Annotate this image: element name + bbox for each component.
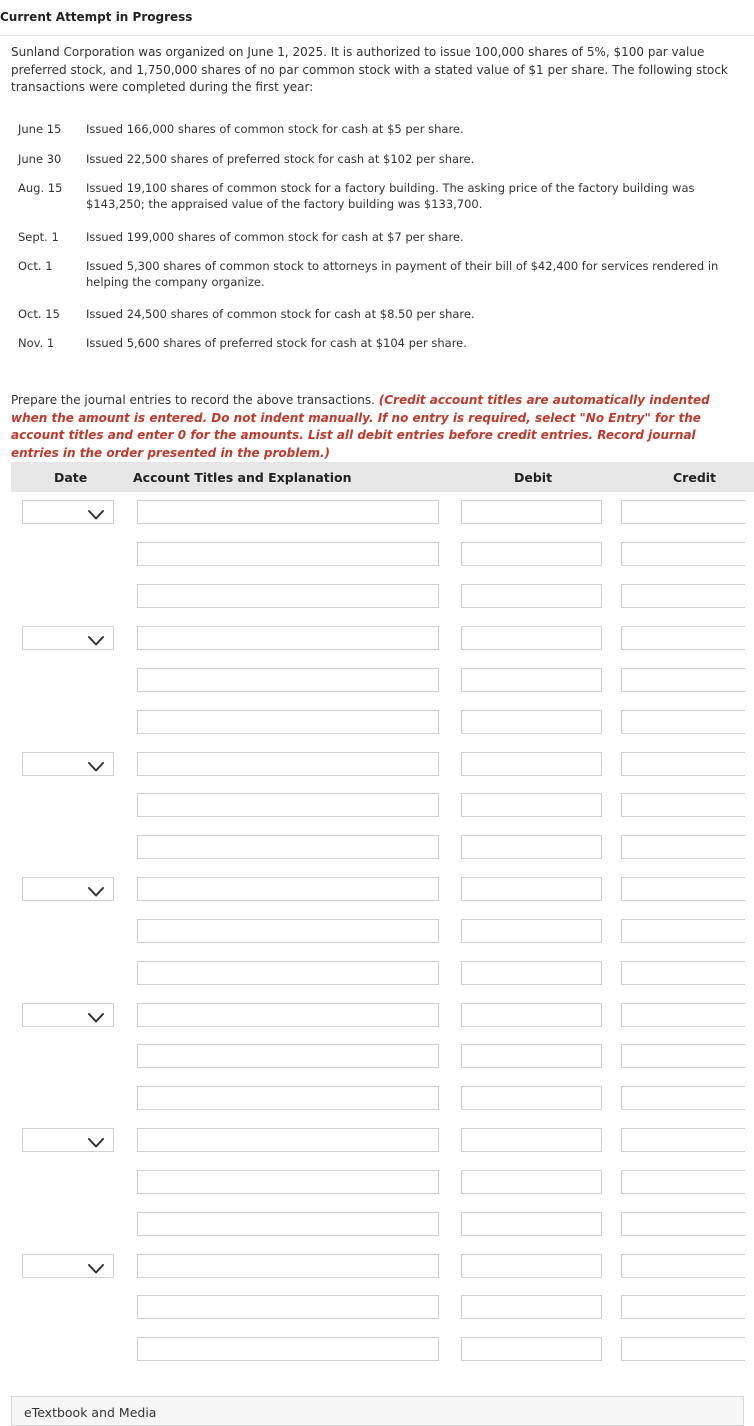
debit-input[interactable] bbox=[461, 500, 602, 524]
credit-input[interactable] bbox=[621, 961, 745, 985]
credit-input[interactable] bbox=[621, 877, 745, 901]
credit-input[interactable] bbox=[621, 1003, 745, 1027]
instructions-note: (Credit account titles are automatically indented when the amount is entered. Do not indent manually. If no entry is required, select "No Entry" for the account titles and enter 0 for the amounts. List all debit entries before credit entries. Record journal entries in the order presented in the problem.) bbox=[11, 393, 710, 460]
account-title-input[interactable] bbox=[137, 1044, 439, 1068]
credit-input[interactable] bbox=[621, 626, 745, 650]
transaction-date: Nov. 1 bbox=[18, 336, 55, 350]
transaction-date: June 30 bbox=[18, 152, 62, 166]
date-select[interactable] bbox=[22, 752, 114, 776]
date-select[interactable] bbox=[22, 500, 114, 524]
debit-input[interactable] bbox=[461, 1086, 602, 1110]
transaction-text: Issued 199,000 shares of common stock for cash at $7 per share. bbox=[86, 230, 464, 244]
date-select[interactable] bbox=[22, 1254, 114, 1278]
credit-input[interactable] bbox=[621, 1295, 745, 1319]
etextbook-media-section[interactable] bbox=[11, 1396, 744, 1426]
problem-intro: Sunland Corporation was organized on June 1, 2025. It is authorized to issue 100,000 shares of 5%, $100 par value preferred stock, and 1,750,000 shares of no par common stock with a stated value of $1 per share. The following stock transactions were completed during the first year: bbox=[11, 45, 728, 94]
chevron-down-icon bbox=[87, 1009, 105, 1021]
attempt-status: Current Attempt in Progress bbox=[0, 10, 193, 24]
debit-input[interactable] bbox=[461, 710, 602, 734]
account-title-input[interactable] bbox=[137, 1212, 439, 1236]
debit-input[interactable] bbox=[461, 584, 602, 608]
debit-input[interactable] bbox=[461, 919, 602, 943]
account-title-input[interactable] bbox=[137, 626, 439, 650]
account-title-input[interactable] bbox=[137, 919, 439, 943]
account-title-input[interactable] bbox=[137, 877, 439, 901]
header-date: Date bbox=[54, 470, 88, 485]
credit-input[interactable] bbox=[621, 710, 745, 734]
etextbook-label: eTextbook and Media bbox=[24, 1405, 157, 1420]
account-title-input[interactable] bbox=[137, 961, 439, 985]
debit-input[interactable] bbox=[461, 961, 602, 985]
credit-input[interactable] bbox=[621, 542, 745, 566]
debit-input[interactable] bbox=[461, 1212, 602, 1236]
transaction-date: Aug. 15 bbox=[18, 181, 63, 195]
date-select[interactable] bbox=[22, 626, 114, 650]
transaction-date: June 15 bbox=[18, 122, 62, 136]
credit-input[interactable] bbox=[621, 1128, 745, 1152]
transaction-date: Oct. 1 bbox=[18, 259, 53, 273]
credit-input[interactable] bbox=[621, 500, 745, 524]
debit-input[interactable] bbox=[461, 793, 602, 817]
transaction-date: Sept. 1 bbox=[18, 230, 59, 244]
header-debit: Debit bbox=[514, 470, 553, 485]
chevron-down-icon bbox=[87, 1260, 105, 1272]
debit-input[interactable] bbox=[461, 1044, 602, 1068]
account-title-input[interactable] bbox=[137, 668, 439, 692]
debit-input[interactable] bbox=[461, 877, 602, 901]
credit-input[interactable] bbox=[621, 919, 745, 943]
account-title-input[interactable] bbox=[137, 1128, 439, 1152]
credit-input[interactable] bbox=[621, 1086, 745, 1110]
credit-input[interactable] bbox=[621, 793, 745, 817]
instructions bbox=[11, 392, 746, 462]
account-title-input[interactable] bbox=[137, 500, 439, 524]
credit-input[interactable] bbox=[621, 584, 745, 608]
transaction-text: Issued 19,100 shares of common stock for a factory building. The asking price of the factory building was $143,250; the appraised value of the factory building was $133,700. bbox=[86, 181, 695, 211]
instructions-lead: Prepare the journal entries to record the above transactions. bbox=[11, 393, 379, 407]
date-select[interactable] bbox=[22, 877, 114, 901]
account-title-input[interactable] bbox=[137, 542, 439, 566]
account-title-input[interactable] bbox=[137, 1003, 439, 1027]
transaction-text: Issued 5,600 shares of preferred stock for cash at $104 per share. bbox=[86, 336, 467, 350]
account-title-input[interactable] bbox=[137, 1086, 439, 1110]
debit-input[interactable] bbox=[461, 1295, 602, 1319]
transaction-text: Issued 5,300 shares of common stock to attorneys in payment of their bill of $42,400 for services rendered in helping the company organize. bbox=[86, 259, 719, 289]
credit-input[interactable] bbox=[621, 668, 745, 692]
account-title-input[interactable] bbox=[137, 710, 439, 734]
debit-input[interactable] bbox=[461, 626, 602, 650]
date-select[interactable] bbox=[22, 1003, 114, 1027]
account-title-input[interactable] bbox=[137, 1295, 439, 1319]
chevron-down-icon bbox=[87, 883, 105, 895]
account-title-input[interactable] bbox=[137, 1337, 439, 1361]
debit-input[interactable] bbox=[461, 752, 602, 776]
chevron-down-icon bbox=[87, 758, 105, 770]
debit-input[interactable] bbox=[461, 1170, 602, 1194]
date-select[interactable] bbox=[22, 1128, 114, 1152]
divider bbox=[0, 35, 754, 36]
debit-input[interactable] bbox=[461, 1254, 602, 1278]
account-title-input[interactable] bbox=[137, 793, 439, 817]
chevron-down-icon bbox=[87, 632, 105, 644]
account-title-input[interactable] bbox=[137, 584, 439, 608]
account-title-input[interactable] bbox=[137, 752, 439, 776]
transaction-text: Issued 24,500 shares of common stock for cash at $8.50 per share. bbox=[86, 307, 475, 321]
account-title-input[interactable] bbox=[137, 835, 439, 859]
credit-input[interactable] bbox=[621, 1337, 745, 1361]
credit-input[interactable] bbox=[621, 1044, 745, 1068]
credit-input[interactable] bbox=[621, 1170, 745, 1194]
debit-input[interactable] bbox=[461, 1003, 602, 1027]
credit-input[interactable] bbox=[621, 835, 745, 859]
debit-input[interactable] bbox=[461, 1337, 602, 1361]
journal-table-header bbox=[11, 462, 754, 492]
credit-input[interactable] bbox=[621, 1254, 745, 1278]
credit-input[interactable] bbox=[621, 1212, 745, 1236]
debit-input[interactable] bbox=[461, 835, 602, 859]
debit-input[interactable] bbox=[461, 542, 602, 566]
header-account-titles: Account Titles and Explanation bbox=[133, 470, 352, 485]
debit-input[interactable] bbox=[461, 668, 602, 692]
transaction-text: Issued 166,000 shares of common stock for cash at $5 per share. bbox=[86, 122, 464, 136]
transaction-date: Oct. 15 bbox=[18, 307, 60, 321]
credit-input[interactable] bbox=[621, 752, 745, 776]
chevron-down-icon bbox=[87, 506, 105, 518]
chevron-down-icon bbox=[87, 1134, 105, 1146]
account-title-input[interactable] bbox=[137, 1254, 439, 1278]
header-credit: Credit bbox=[673, 470, 717, 485]
account-title-input[interactable] bbox=[137, 1170, 439, 1194]
debit-input[interactable] bbox=[461, 1128, 602, 1152]
transaction-text: Issued 22,500 shares of preferred stock for cash at $102 per share. bbox=[86, 152, 475, 166]
